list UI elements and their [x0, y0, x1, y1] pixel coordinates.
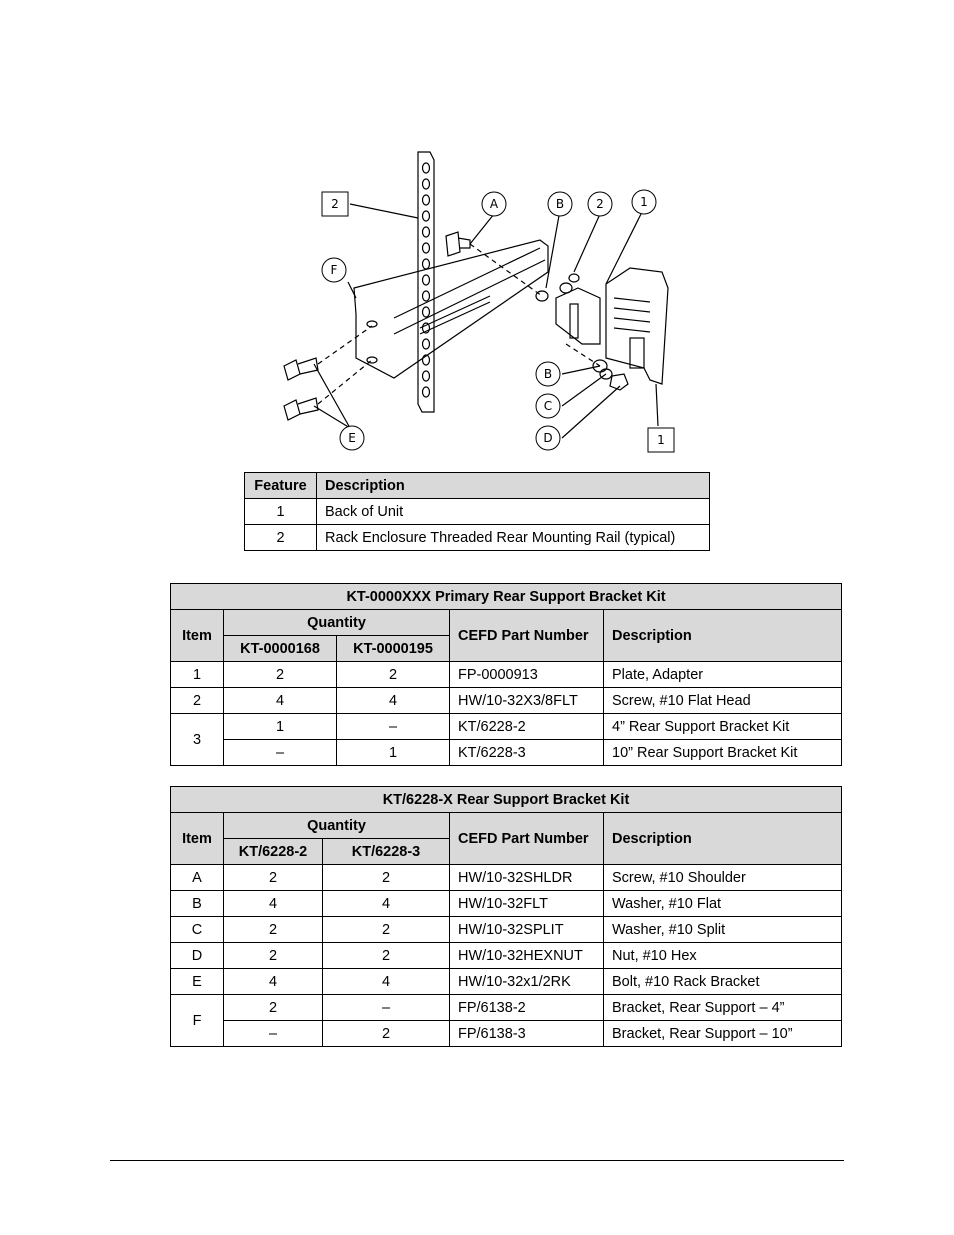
description-header: Description	[604, 610, 842, 662]
table-row	[245, 525, 710, 551]
table-title: KT/6228-X Rear Support Bracket Kit	[171, 787, 842, 813]
part-number-cell: FP/6138-3	[450, 1021, 604, 1047]
part-number-cell: HW/10-32X3/8FLT	[450, 688, 604, 714]
quantity-cell: 2	[323, 865, 450, 891]
quantity-cell: 4	[323, 891, 450, 917]
quantity-cell: 2	[224, 662, 337, 688]
quantity-cell: 4	[224, 891, 323, 917]
quantity-subheader: KT-0000168	[224, 636, 337, 662]
quantity-cell: 2	[323, 1021, 450, 1047]
description-cell: Washer, #10 Split	[604, 917, 842, 943]
table-row	[171, 714, 842, 740]
footer-divider	[110, 1160, 844, 1161]
description-cell: Screw, #10 Flat Head	[604, 688, 842, 714]
part-number-header: CEFD Part Number	[450, 610, 604, 662]
rail-holes	[423, 163, 430, 397]
feature-cell: 2	[245, 525, 317, 551]
part-number-cell: FP/6138-2	[450, 995, 604, 1021]
table-row	[171, 865, 842, 891]
description-cell: Washer, #10 Flat	[604, 891, 842, 917]
quantity-cell: 2	[337, 662, 450, 688]
callout-label: A	[489, 197, 499, 211]
item-cell: 1	[171, 662, 224, 688]
table-row	[171, 969, 842, 995]
feature-header: Feature	[245, 473, 317, 499]
part-number-cell: HW/10-32SHLDR	[450, 865, 604, 891]
callout-label: B	[543, 367, 553, 381]
table-row	[171, 943, 842, 969]
unit-back	[606, 268, 668, 384]
quantity-cell: 1	[337, 740, 450, 766]
item-cell: B	[171, 891, 224, 917]
part-number-cell: HW/10-32x1/2RK	[450, 969, 604, 995]
callout-label: 2	[331, 197, 339, 211]
description-cell: Bracket, Rear Support – 10”	[604, 1021, 842, 1047]
table-row	[171, 917, 842, 943]
quantity-cell: 2	[224, 943, 323, 969]
quantity-cell: 2	[323, 943, 450, 969]
rear-support-bracket-kit-table	[170, 786, 842, 1047]
description-cell: Rack Enclosure Threaded Rear Mounting Rail (typical)	[317, 525, 710, 551]
callout-label: E	[348, 431, 356, 445]
quantity-subheader: KT/6228-3	[323, 839, 450, 865]
item-cell: 2	[171, 688, 224, 714]
item-cell: F	[171, 995, 224, 1047]
callout-label: B	[555, 197, 565, 211]
item-cell: 3	[171, 714, 224, 766]
quantity-subheader: KT-0000195	[337, 636, 450, 662]
part-number-cell: KT/6228-3	[450, 740, 604, 766]
part-number-cell: HW/10-32HEXNUT	[450, 943, 604, 969]
part-number-cell: HW/10-32FLT	[450, 891, 604, 917]
table-row	[171, 995, 842, 1021]
item-header: Item	[171, 813, 224, 865]
primary-bracket-kit-table	[170, 583, 842, 766]
part-number-header: CEFD Part Number	[450, 813, 604, 865]
description-cell: 10” Rear Support Bracket Kit	[604, 740, 842, 766]
quantity-cell: –	[323, 995, 450, 1021]
quantity-cell: 1	[224, 714, 337, 740]
item-cell: D	[171, 943, 224, 969]
description-cell: Bracket, Rear Support – 4”	[604, 995, 842, 1021]
item-cell: C	[171, 917, 224, 943]
feature-cell: 1	[245, 499, 317, 525]
table-row	[171, 891, 842, 917]
quantity-cell: 2	[224, 865, 323, 891]
item-cell: A	[171, 865, 224, 891]
callout-label: 1	[657, 433, 665, 447]
quantity-cell: 2	[323, 917, 450, 943]
quantity-cell: –	[224, 740, 337, 766]
table-row	[245, 499, 710, 525]
bracket-assembly-figure	[270, 148, 690, 460]
table-row	[171, 662, 842, 688]
description-cell: Plate, Adapter	[604, 662, 842, 688]
description-header: Description	[317, 473, 710, 499]
part-number-cell: FP-0000913	[450, 662, 604, 688]
description-cell: Nut, #10 Hex	[604, 943, 842, 969]
feature-table	[244, 472, 710, 551]
support-bracket	[354, 240, 548, 378]
shoulder-screw	[446, 232, 460, 256]
callout-label: C	[543, 399, 553, 413]
quantity-cell: 4	[323, 969, 450, 995]
description-cell: Screw, #10 Shoulder	[604, 865, 842, 891]
rack-bolt	[284, 358, 318, 380]
quantity-header: Quantity	[224, 610, 450, 636]
description-header: Description	[604, 813, 842, 865]
callout-label: F	[330, 263, 338, 277]
callout-label: 1	[640, 195, 648, 209]
callout-label: 2	[596, 197, 604, 211]
callout-label: D	[543, 431, 553, 445]
description-cell: Bolt, #10 Rack Bracket	[604, 969, 842, 995]
quantity-subheader: KT/6228-2	[224, 839, 323, 865]
quantity-cell: –	[224, 1021, 323, 1047]
rack-rail	[418, 152, 434, 412]
quantity-cell: 4	[337, 688, 450, 714]
table-row	[171, 688, 842, 714]
quantity-cell: 4	[224, 688, 337, 714]
description-cell: Back of Unit	[317, 499, 710, 525]
quantity-cell: 4	[224, 969, 323, 995]
item-cell: E	[171, 969, 224, 995]
description-cell: 4” Rear Support Bracket Kit	[604, 714, 842, 740]
part-number-cell: HW/10-32SPLIT	[450, 917, 604, 943]
table-row	[171, 740, 842, 766]
table-title: KT-0000XXX Primary Rear Support Bracket Kit	[171, 584, 842, 610]
table-row	[171, 1021, 842, 1047]
item-header: Item	[171, 610, 224, 662]
quantity-cell: 2	[224, 917, 323, 943]
quantity-header: Quantity	[224, 813, 450, 839]
quantity-cell: –	[337, 714, 450, 740]
quantity-cell: 2	[224, 995, 323, 1021]
part-number-cell: KT/6228-2	[450, 714, 604, 740]
